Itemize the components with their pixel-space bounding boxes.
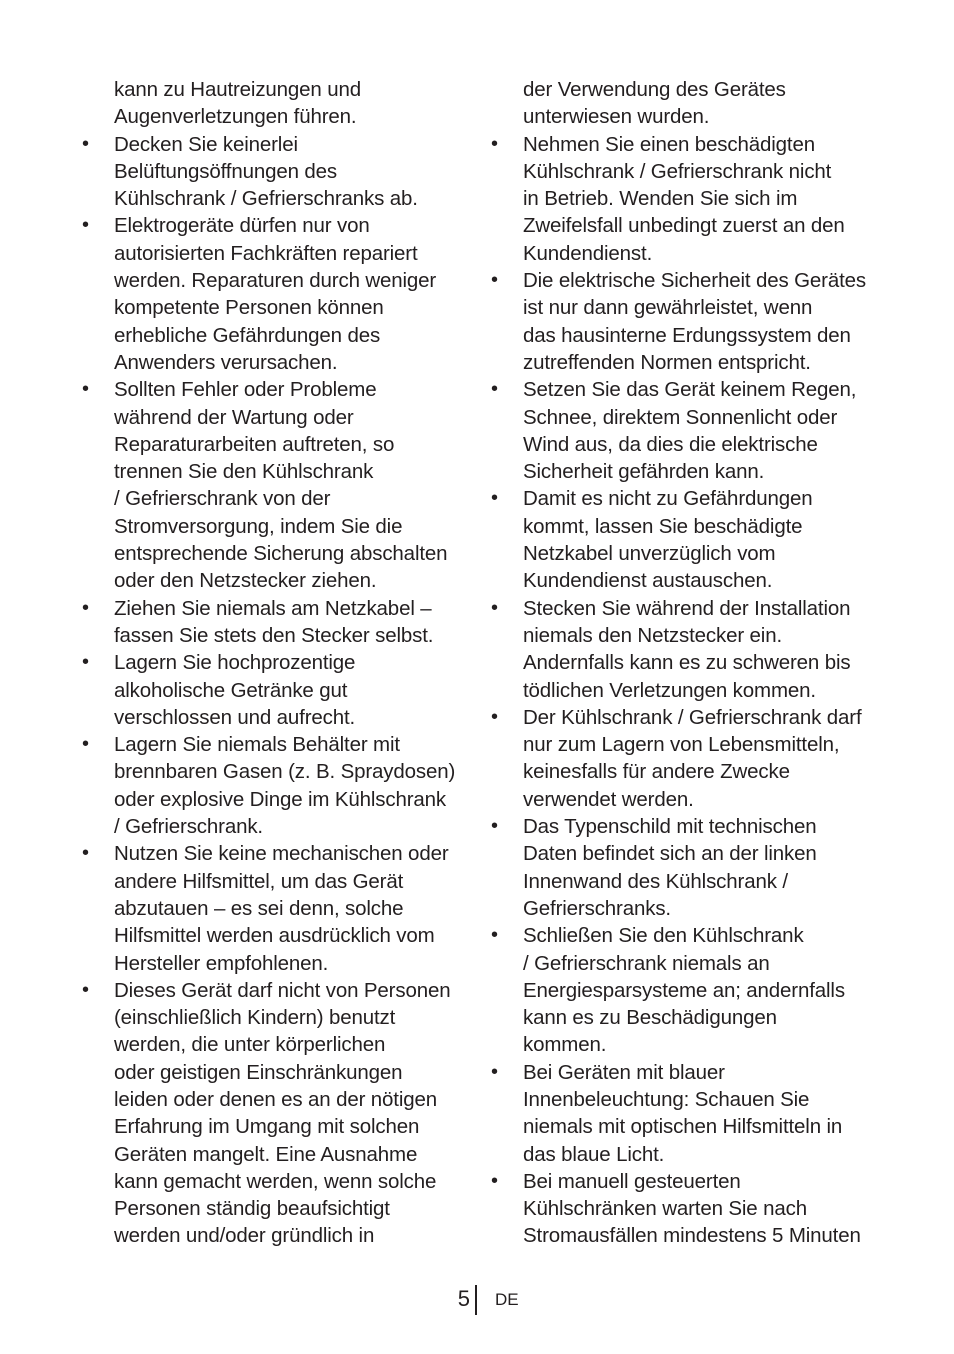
text-line: / Gefrierschrank niemals an (523, 951, 770, 975)
bullet-item (489, 1059, 884, 1168)
text-line: nur zum Lagern von Lebensmitteln, (523, 733, 840, 757)
text-line: entsprechende Sicherung abschalten (114, 542, 448, 566)
right-column (489, 76, 884, 1250)
text-line: kann gemacht werden, wenn solche (114, 1169, 437, 1193)
text-line: kann es zu Beschädigungen (523, 1006, 777, 1030)
bullet-icon: • (82, 733, 89, 756)
bullet-item (489, 704, 884, 813)
text-line: (einschließlich Kindern) benutzt (114, 1006, 396, 1030)
text-line: unterwiesen wurden. (523, 105, 710, 129)
text-line: Hersteller empfohlenen. (114, 951, 329, 975)
text-line: der Verwendung des Gerätes (523, 78, 786, 101)
text-line: leiden oder denen es an der nötigen (114, 1087, 438, 1111)
left-column (80, 76, 470, 1250)
text-line: Bei Geräten mit blauer (523, 1060, 725, 1084)
text-line: Stecken Sie während der Installation (523, 596, 851, 620)
text-line: Kühlschränken warten Sie nach (523, 1197, 807, 1221)
continued-paragraph (80, 76, 470, 131)
text-line: niemals den Netzstecker ein. (523, 623, 783, 647)
text-line: andere Hilfsmittel, um das Gerät (114, 869, 404, 893)
text-line: Erfahrung im Umgang mit solchen (114, 1115, 420, 1139)
bullet-icon: • (491, 487, 498, 510)
text-line: / Gefrierschrank von der (114, 487, 331, 511)
page-number: 5 (457, 1286, 470, 1311)
text-line: kommt, lassen Sie beschädigte (523, 514, 803, 538)
continued-paragraph (489, 76, 884, 131)
bullet-icon: • (491, 1169, 498, 1192)
text-line: Stromversorgung, indem Sie die (114, 514, 403, 538)
bullet-icon: • (491, 924, 498, 947)
text-line: in Betrieb. Wenden Sie sich im (523, 187, 798, 211)
text-line: Belüftungsöffnungen des (114, 159, 338, 183)
text-line: Innenbeleuchtung: Schauen Sie (523, 1087, 810, 1111)
text-line: Bei manuell gesteuerten (523, 1169, 741, 1193)
bullet-icon: • (82, 596, 89, 619)
text-line: Wind aus, da dies die elektrische (523, 432, 818, 456)
bullet-item (489, 1168, 884, 1250)
text-line: das blaue Licht. (523, 1142, 665, 1166)
bullet-item (80, 977, 470, 1250)
bullet-item (80, 649, 470, 731)
text-line: oder geistigen Einschränkungen (114, 1060, 403, 1084)
text-line: Lagern Sie hochprozentige (114, 651, 356, 675)
text-line: Kühlschrank / Gefrierschrank nicht (523, 159, 832, 183)
bullet-item (489, 485, 884, 594)
text-line: Sicherheit gefährden kann. (523, 460, 765, 484)
bullet-icon: • (491, 378, 498, 401)
text-line: Nehmen Sie einen beschädigten (523, 132, 815, 156)
text-line: Netzkabel unverzüglich vom (523, 542, 776, 566)
text-line: während der Wartung oder (114, 405, 354, 429)
text-line: keinesfalls für andere Zwecke (523, 760, 790, 784)
bullet-icon: • (491, 132, 498, 155)
text-line: verwendet werden. (523, 787, 694, 811)
text-line: Ziehen Sie niemals am Netzkabel – (114, 596, 432, 620)
text-line: Decken Sie keinerlei (114, 132, 298, 156)
text-line: Augenverletzungen führen. (114, 105, 357, 129)
text-line: werden, die unter körperlichen (114, 1033, 386, 1057)
text-line: kann zu Hautreizungen und (114, 78, 361, 101)
text-line: Geräten mangelt. Eine Ausnahme (114, 1142, 418, 1166)
bullet-item (80, 131, 470, 213)
text-line: ist nur dann gewährleistet, wenn (523, 296, 813, 320)
text-line: Kundendienst. (523, 241, 653, 265)
bullet-item (80, 840, 470, 976)
text-line: abzutauen – es sei denn, solche (114, 896, 404, 920)
bullet-item (489, 131, 884, 267)
text-line: Lagern Sie niemals Behälter mit (114, 733, 400, 757)
text-line: werden. Reparaturen durch weniger (114, 269, 437, 293)
bullet-icon: • (491, 269, 498, 292)
bullet-item (80, 212, 470, 376)
text-line: Der Kühlschrank / Gefrierschrank darf (523, 705, 862, 729)
text-line: Setzen Sie das Gerät keinem Regen, (523, 378, 857, 402)
text-line: Damit es nicht zu Gefährdungen (523, 487, 813, 511)
text-line: Hilfsmittel werden ausdrücklich vom (114, 924, 435, 948)
bullet-icon: • (82, 378, 89, 401)
text-line: trennen Sie den Kühlschrank (114, 460, 374, 484)
text-line: Kühlschrank / Gefrierschranks ab. (114, 187, 418, 211)
bullet-item (489, 595, 884, 704)
text-line: Die elektrische Sicherheit des Gerätes (523, 269, 866, 293)
text-line: Zweifelsfall unbedingt zuerst an den (523, 214, 845, 238)
text-line: Kundendienst austauschen. (523, 569, 773, 593)
bullet-icon: • (82, 132, 89, 155)
text-line: / Gefrierschrank. (114, 815, 263, 839)
text-line: Das Typenschild mit technischen (523, 815, 817, 839)
page-footer (0, 1284, 954, 1316)
text-line: Elektrogeräte dürfen nur von (114, 214, 370, 238)
text-line: Schließen Sie den Kühlschrank (523, 924, 804, 948)
bullet-icon: • (82, 214, 89, 237)
text-line: fassen Sie stets den Stecker selbst. (114, 623, 434, 647)
text-line: Stromausfällen mindestens 5 Minuten (523, 1224, 861, 1248)
text-line: Gefrierschranks. (523, 896, 671, 920)
text-line: Daten befindet sich an der linken (523, 842, 817, 866)
bullet-icon: • (491, 705, 498, 728)
bullet-icon: • (82, 978, 89, 1001)
footer-divider (475, 1285, 477, 1315)
text-line: das hausinterne Erdungssystem den (523, 323, 851, 347)
text-line: alkoholische Getränke gut (114, 678, 348, 702)
text-line: werden und/oder gründlich in (114, 1224, 375, 1248)
text-line: kommen. (523, 1033, 607, 1057)
text-line: oder den Netzstecker ziehen. (114, 569, 377, 593)
text-line: Sollten Fehler oder Probleme (114, 378, 377, 402)
bullet-item (80, 595, 470, 650)
text-line: Andernfalls kann es zu schweren bis (523, 651, 851, 675)
bullet-icon: • (491, 596, 498, 619)
text-line: Schnee, direktem Sonnenlicht oder (523, 405, 838, 429)
language-code: DE (495, 1290, 519, 1309)
bullet-item (489, 376, 884, 485)
bullet-item (489, 267, 884, 376)
bullet-item (489, 813, 884, 922)
bullet-item (80, 376, 470, 594)
text-line: erhebliche Gefährdungen des (114, 323, 381, 347)
text-line: Nutzen Sie keine mechanischen oder (114, 842, 449, 866)
bullet-item (80, 731, 470, 840)
text-line: Reparaturarbeiten auftreten, so (114, 432, 395, 456)
text-line: brennbaren Gasen (z. B. Spraydosen) (114, 760, 456, 784)
text-line: zutreffenden Normen entspricht. (523, 350, 811, 374)
text-line: Personen ständig beaufsichtigt (114, 1197, 390, 1221)
text-line: Anwenders verursachen. (114, 350, 338, 374)
bullet-item (489, 922, 884, 1058)
text-line: Innenwand des Kühlschrank / (523, 869, 788, 893)
text-line: oder explosive Dinge im Kühlschrank (114, 787, 447, 811)
bullet-icon: • (82, 842, 89, 865)
bullet-icon: • (491, 1060, 498, 1083)
text-line: autorisierten Fachkräften repariert (114, 241, 418, 265)
bullet-icon: • (82, 651, 89, 674)
text-line: tödlichen Verletzungen kommen. (523, 678, 816, 702)
text-line: kompetente Personen können (114, 296, 384, 320)
text-line: Energiesparsysteme an; andernfalls (523, 978, 845, 1002)
text-line: verschlossen und aufrecht. (114, 705, 356, 729)
text-line: Dieses Gerät darf nicht von Personen (114, 978, 451, 1002)
text-line: niemals mit optischen Hilfsmitteln in (523, 1115, 843, 1139)
bullet-icon: • (491, 815, 498, 838)
